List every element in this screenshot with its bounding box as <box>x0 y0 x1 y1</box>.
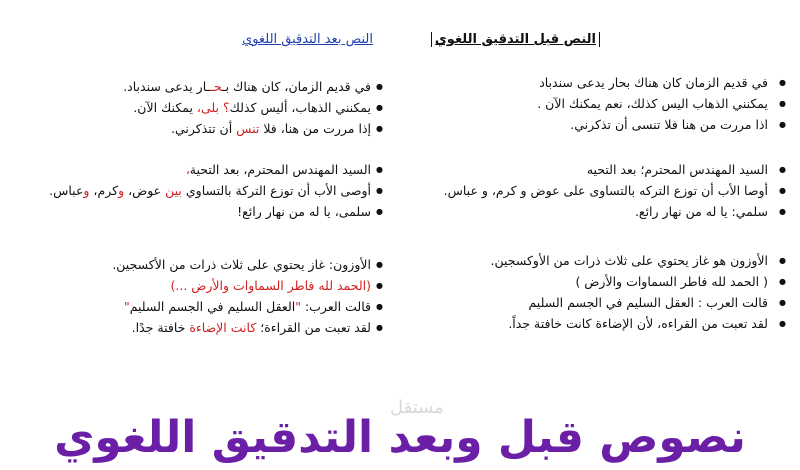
list-item: ● ( الحمد لله فاطر السماوات والأرض ) <box>395 271 790 292</box>
corrected-text: تنس <box>236 121 260 136</box>
list-item: ● إذا مررت من هنا، فلا تنس أن تتذكرني. <box>60 118 385 139</box>
list-item: ● لقد تعبت من القراءة؛ كانت الإضاءة خافتة جدًا. <box>60 317 385 338</box>
corrected-text: بين <box>165 183 182 198</box>
list-item: ● يمكنني الذهاب، أليس كذلك؟ بلى، يمكنك الآن. <box>60 97 385 118</box>
list-item: ● الأوزون: غاز يحتوي على ثلاث ذرات من الكسجين. <box>60 254 385 275</box>
list-item: ● سلمى، يا له من نهار رائع! <box>60 201 385 222</box>
list-item: ● في قديم الزمان كان هناك بحار يدعى سندباد <box>395 72 790 93</box>
before-group-1 <box>395 72 790 135</box>
list-item: ● قالت العرب: "العقل السليم في الجسم السليم" <box>60 296 385 317</box>
list-item: ● قالت العرب : العقل السليم في الجسم السليم <box>395 292 790 313</box>
list-item <box>60 275 385 296</box>
before-group-2 <box>395 159 790 222</box>
corrected-text: " <box>123 299 130 314</box>
corrected-text: حـ <box>210 79 222 94</box>
corrected-text: ؟ بلى، <box>196 100 230 115</box>
after-group-1 <box>60 76 385 139</box>
list-item: ● أوصا الأب أن توزع التركه بالتساوى على عوض و كرم، و عباس. <box>395 180 790 201</box>
corrected-text: كانت الإضاءة <box>189 320 257 335</box>
corrected-text: ، <box>185 162 190 177</box>
list-item: ● يمكنني الذهاب اليس كذلك، نعم يمكنك الآن . <box>395 93 790 114</box>
corrected-text: و <box>83 183 90 198</box>
before-heading: النص قبل التدقيق اللغوي <box>431 32 600 47</box>
corrected-text: " <box>295 299 301 314</box>
list-item: ● سلمي: يا له من نهار رائع. <box>395 201 790 222</box>
after-group-2 <box>49 159 385 222</box>
list-item: ● الأوزون هو غاز يحتوي على ثلاث ذرات من الأوكسجين. <box>395 250 790 271</box>
before-group-3 <box>395 250 790 334</box>
list-item: ● أوصى الأب أن توزع التركة بالتساوي بين عوض، وكرم، وعباس. <box>60 180 385 201</box>
corrected-text: (الحمد لله فاطر السماوات والأرض ...) <box>170 278 371 293</box>
after-group-3 <box>60 254 385 338</box>
list-item: ● السيد المهندس المحترم، بعد التحية، <box>60 159 385 180</box>
after-heading: النص بعد التدقيق اللغوي <box>242 32 373 47</box>
watermark-logo: مستقل <box>390 397 444 418</box>
corrected-text: و <box>118 183 125 198</box>
list-item: ● اذا مررت من هنا فلا تنسى أن تذكرني. <box>395 114 790 135</box>
list-item: ● لقد تعبت من القراءه، لأن الإضاءة كانت خافتة جداً. <box>395 313 790 334</box>
list-item: ● السيد المهندس المحترم؛ بعد التحيه <box>395 159 790 180</box>
page-title: نصوص قبل وبعد التدقيق اللغوي <box>54 412 746 463</box>
list-item: ● في قديم الزمان، كان هناك بـحــار يدعى سندباد. <box>60 76 385 97</box>
